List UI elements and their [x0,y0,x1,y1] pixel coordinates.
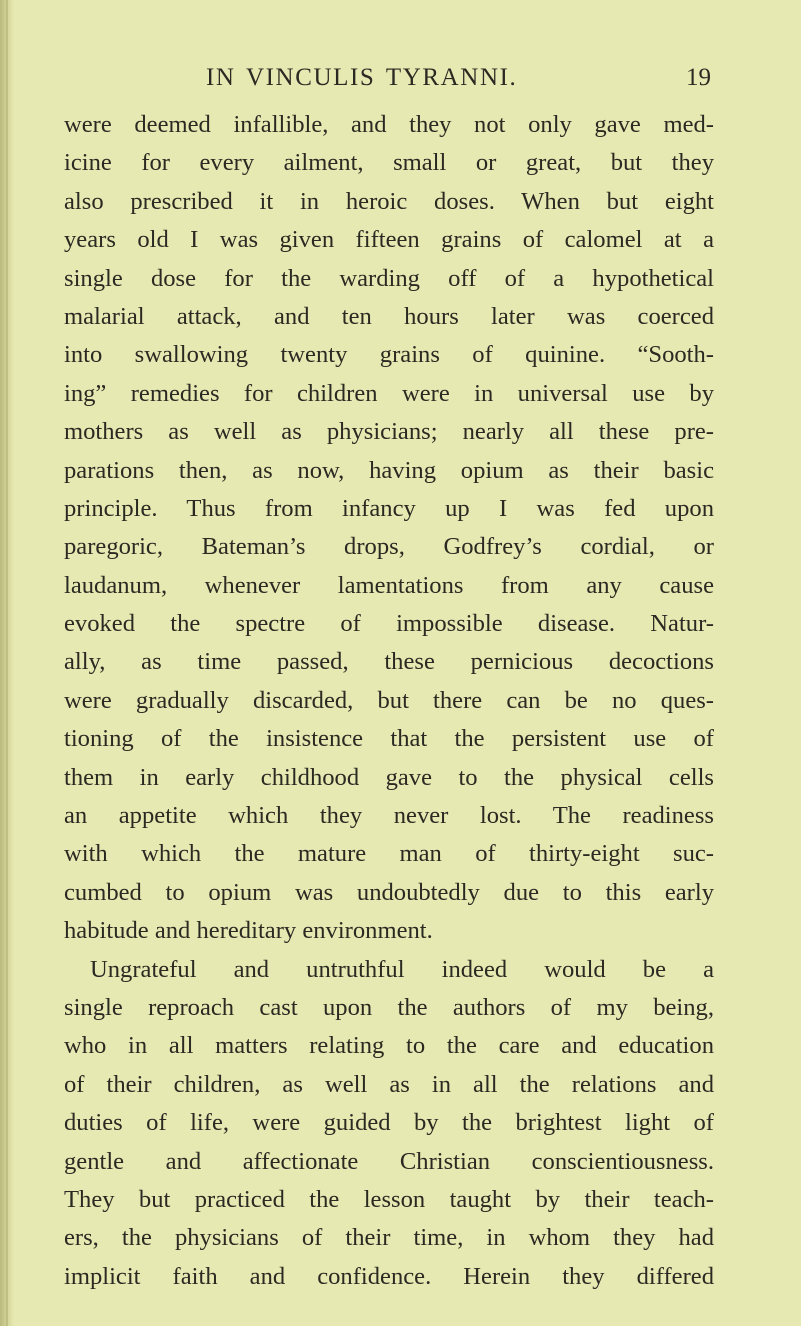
text-line: into swallowing twenty grains of quinine. “Sooth- [64,341,714,369]
running-title: IN VINCULIS TYRANNI. [206,64,518,91]
text-line: laudanum, whenever lamentations from any cause [64,571,714,599]
text-line: an appetite which they never lost. The readiness [64,802,714,830]
text-line: were gradually discarded, but there can be no ques- [64,686,714,714]
paragraph-end-line: habitude and hereditary environment. [64,917,433,945]
text-line: cumbed to opium was undoubtedly due to this early [64,878,714,906]
page-fold-line [6,0,8,1326]
text-line: parations then, as now, having opium as their basic [64,456,714,484]
text-line: paregoric, Bateman’s drops, Godfrey’s cordial, or [64,533,714,561]
text-line: ally, as time passed, these pernicious decoctions [64,648,714,676]
paragraph-start-line: Ungrateful and untruthful indeed would be a [90,955,714,983]
text-line: ing” remedies for children were in universal use by [64,379,714,407]
body-text [64,106,714,1296]
text-line: They but practiced the lesson taught by their teach- [64,1185,714,1213]
text-line: tioning of the insistence that the persistent use of [64,725,714,753]
text-line: also prescribed it in heroic doses. When but eight [64,187,714,215]
text-line: of their children, as well as in all the relations and [64,1070,714,1098]
text-line: were deemed infallible, and they not only gave med- [64,111,714,138]
text-line: icine for every ailment, small or great, but they [64,149,714,177]
text-line: duties of life, were guided by the brightest light of [64,1109,714,1137]
text-line: gentle and affectionate Christian conscientiousness. [64,1147,714,1175]
page-number: 19 [686,64,711,91]
text-line: single reproach cast upon the authors of my being, [64,993,714,1021]
text-line: single dose for the warding off of a hypothetical [64,264,714,292]
text-line: years old I was given fifteen grains of calomel at a [64,226,714,254]
text-line: malarial attack, and ten hours later was coerced [64,302,714,330]
text-line: implicit faith and confidence. Herein they differed [64,1262,714,1290]
text-line: mothers as well as physicians; nearly all these pre- [64,418,714,446]
text-line: with which the mature man of thirty-eight suc- [64,840,714,868]
text-line: ers, the physicians of their time, in whom they had [64,1224,714,1252]
page-header [0,60,801,96]
text-line: who in all matters relating to the care and education [64,1032,714,1060]
text-line: principle. Thus from infancy up I was fed upon [64,494,714,522]
text-line: them in early childhood gave to the physical cells [64,763,714,791]
text-line: evoked the spectre of impossible disease. Natur- [64,610,714,638]
